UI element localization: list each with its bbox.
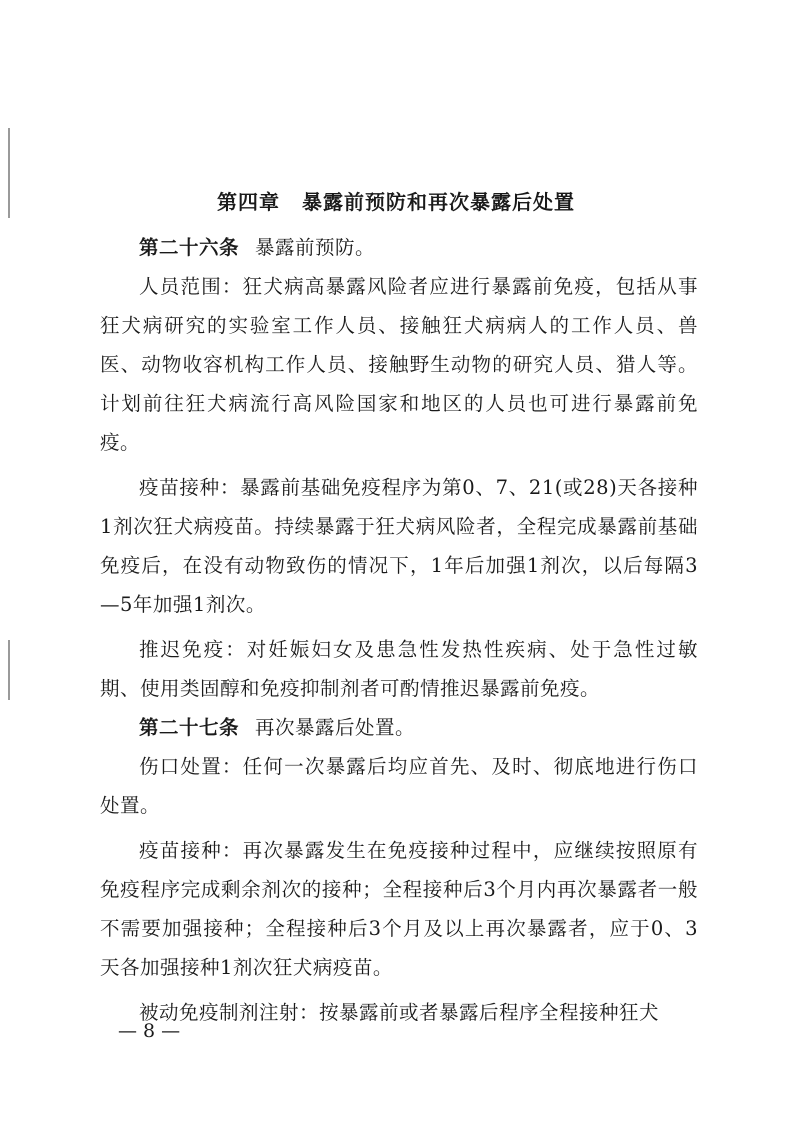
scan-edge-mark [8,640,10,700]
article-title: 暴露前预防。 [255,236,376,259]
paragraph: 被动免疫制剂注射：按暴露前或者暴露后程序全程接种狂犬 [139,1001,660,1024]
page-number: — 8 — [118,1020,181,1042]
article-title: 再次暴露后处置。 [255,716,416,739]
article-heading [100,708,698,747]
chapter-title [0,186,792,215]
chapter-number: 第四章 [217,190,280,214]
article-heading [100,228,698,267]
article-number: 第二十七条 [139,716,240,739]
paragraph: 人员范围：狂犬病高暴露风险者应进行暴露前免疫，包括从事狂犬病研究的实验室工作人员、接触狂犬病病人的工作人员、兽医、动物收容机构工作人员、接触野生动物的研究人员、猎人等。计划前往狂犬病流行高风险国家和地区的人员也可进行暴露前免疫。 [100,275,698,454]
article-number: 第二十六条 [139,236,240,259]
paragraph: 伤口处置：任何一次暴露后均应首先、及时、彻底地进行伤口处置。 [100,755,698,817]
paragraph: 疫苗接种：暴露前基础免疫程序为第0、7、21(或28)天各接种1剂次狂犬病疫苗。持续暴露于狂犬病风险者，全程完成暴露前基础免疫后，在没有动物致伤的情况下，1年后加强1剂次，以后每隔3—5年加强1剂次。 [100,476,698,616]
body-text [100,228,698,1032]
paragraph: 推迟免疫：对妊娠妇女及患急性发热性疾病、处于急性过敏期、使用类固醇和免疫抑制剂者可酌情推迟暴露前免疫。 [100,638,698,700]
paragraph: 疫苗接种：再次暴露发生在免疫接种过程中，应继续按照原有免疫程序完成剩余剂次的接种；全程接种后3个月内再次暴露者一般不需要加强接种；全程接种后3个月及以上再次暴露者，应于0、3天各加强接种1剂次狂犬病疫苗。 [100,839,698,979]
chapter-name: 暴露前预防和再次暴露后处置 [302,190,575,214]
